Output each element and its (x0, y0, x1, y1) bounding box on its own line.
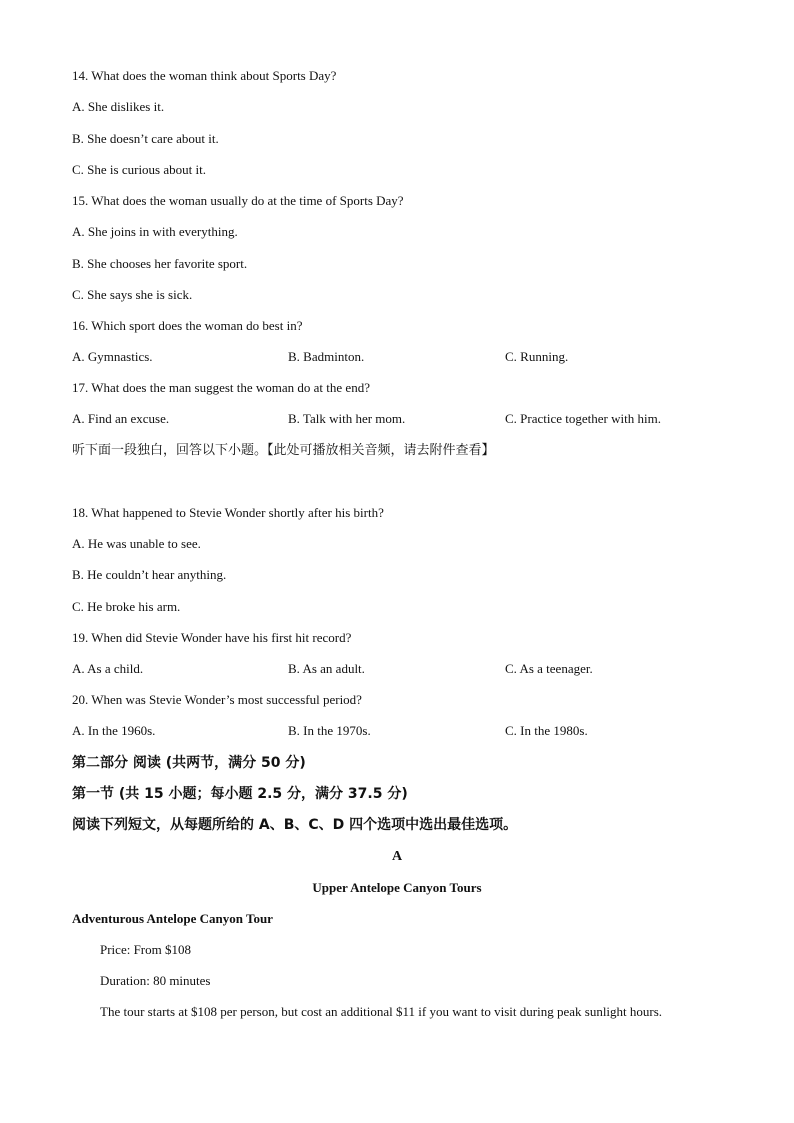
q19-option-c: C. As a teenager. (505, 661, 593, 676)
q17-option-a: A. Find an excuse. (72, 411, 170, 426)
question-15: 15. What does the woman usually do at the time of Sports Day? (72, 193, 404, 208)
q14-option-b: B. She doesn’t care about it. (72, 131, 219, 146)
question-20: 20. When was Stevie Wonder’s most successful period? (72, 692, 362, 707)
q19-option-a: A. As a child. (72, 661, 144, 676)
q19-option-b: B. As an adult. (288, 661, 365, 676)
tour-duration: Duration: 80 minutes (100, 973, 211, 988)
q14-option-a: A. She dislikes it. (72, 99, 165, 114)
q14-option-c: C. She is curious about it. (72, 162, 206, 177)
question-17: 17. What does the man suggest the woman do at the end? (72, 380, 370, 395)
monologue-instruction: 听下面一段独白，回答以下小题。【此处可播放相关音频，请去附件查看】 (72, 443, 495, 458)
tour-price: Price: From $108 (100, 942, 191, 957)
q18-option-a: A. He was unable to see. (72, 536, 201, 551)
passage-title: Upper Antelope Canyon Tours (312, 880, 482, 895)
reading-instruction: 阅读下列短文，从每题所给的 A、B、C、D 四个选项中选出最佳选项。 (72, 817, 518, 833)
section1-heading: 第一节 (共 15 小题；每小题 2.5 分，满分 37.5 分) (72, 786, 408, 802)
q15-option-b: B. She chooses her favorite sport. (72, 256, 248, 271)
q16-option-b: B. Badminton. (288, 349, 365, 364)
q18-option-b: B. He couldn’t hear anything. (72, 567, 227, 582)
q17-option-c: C. Practice together with him. (505, 411, 661, 426)
question-18: 18. What happened to Stevie Wonder shortly after his birth? (72, 505, 384, 520)
question-19: 19. When did Stevie Wonder have his first hit record? (72, 630, 352, 645)
q18-option-c: C. He broke his arm. (72, 599, 181, 614)
question-14: 14. What does the woman think about Sports Day? (72, 68, 337, 83)
passage-letter: A (391, 849, 403, 864)
q15-option-a: A. She joins in with everything. (72, 224, 238, 239)
tour-description: The tour starts at $108 per person, but cost an additional $11 if you want to visit during peak sunlight hours. (100, 1004, 663, 1019)
q20-option-a: A. In the 1960s. (72, 723, 156, 738)
q16-option-c: C. Running. (505, 349, 569, 364)
question-16: 16. Which sport does the woman do best in? (72, 318, 303, 333)
part2-heading: 第二部分 阅读 (共两节，满分 50 分) (72, 755, 306, 771)
tour-name: Adventurous Antelope Canyon Tour (72, 911, 273, 926)
q20-option-b: B. In the 1970s. (288, 723, 371, 738)
q20-option-c: C. In the 1980s. (505, 723, 588, 738)
q16-option-a: A. Gymnastics. (72, 349, 153, 364)
q17-option-b: B. Talk with her mom. (288, 411, 406, 426)
q15-option-c: C. She says she is sick. (72, 287, 193, 302)
